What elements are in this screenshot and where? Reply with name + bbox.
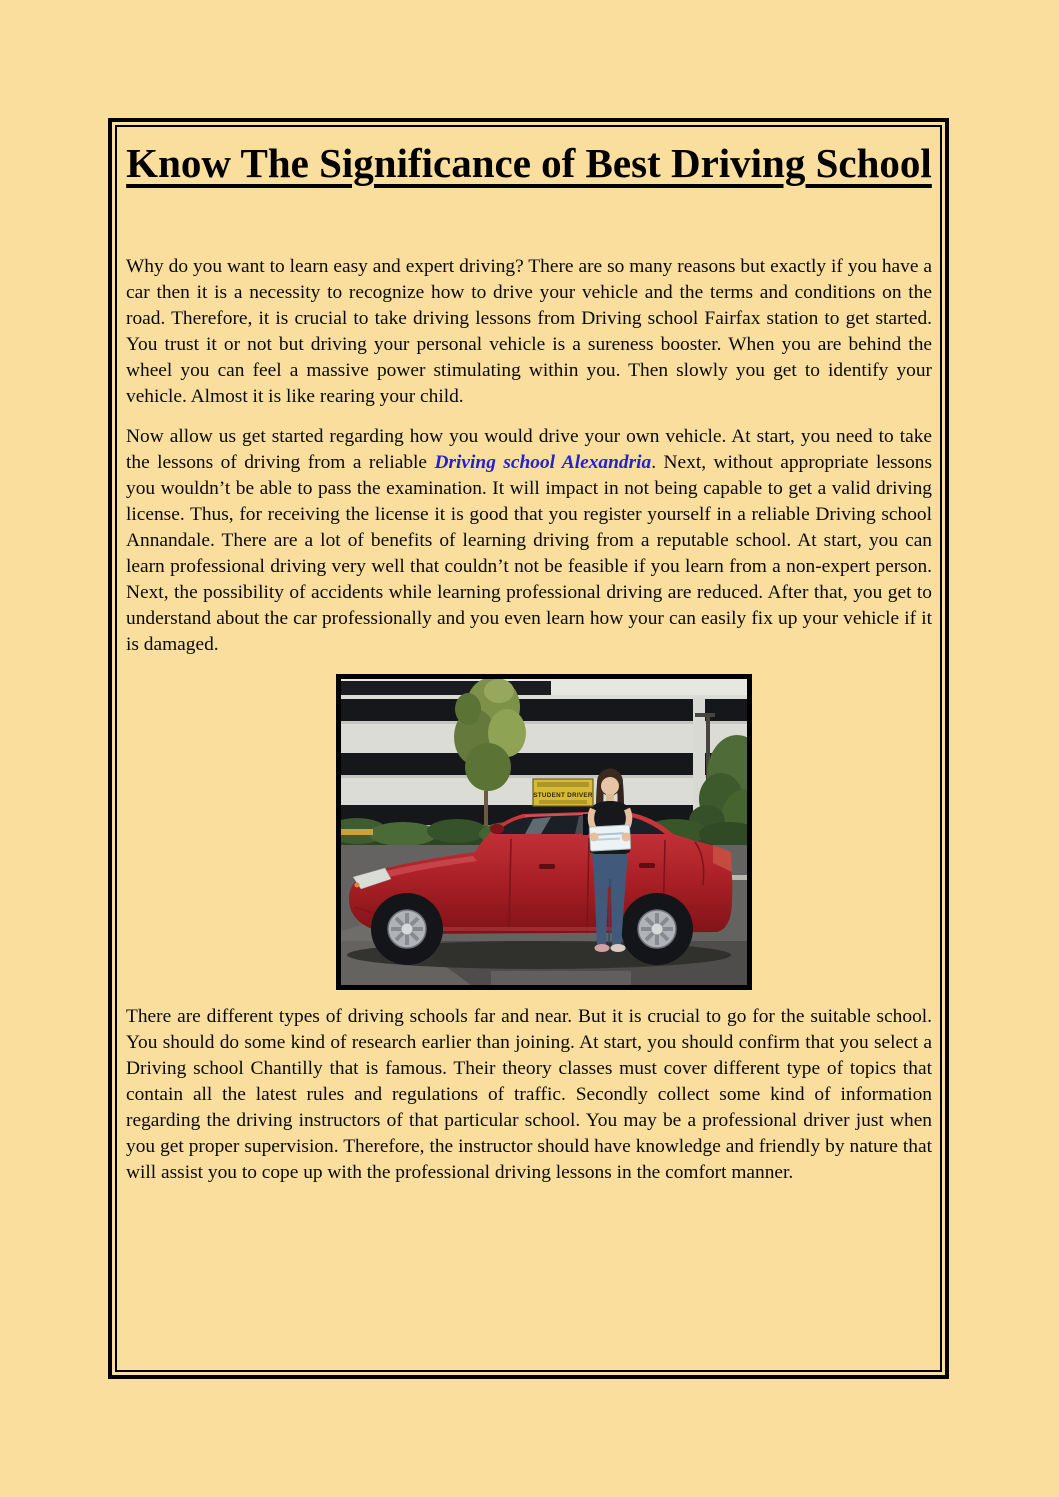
page-border — [108, 118, 949, 1379]
page-title: Know The Significance of Best Driving School — [126, 140, 932, 186]
student-driver-sign — [533, 779, 593, 806]
document-page — [115, 125, 942, 1372]
student-driver-photo — [336, 674, 752, 990]
student-driver-photo-illustration — [341, 679, 747, 985]
paragraph-2-rest: . Next, without appropriate lessons you wouldn’t be able to pass the examination. It will impact in not being capable to get a valid driving license. Thus, for receiving the license it is good that you register yourself in a reliable Driving school Annandale. There are a lot of benefits of learning driving from a reputable school. At start, you can learn professional driving very well that couldn’t not be feasible if you learn from a non-expert person. Next, the possibility of accidents while learning professional driving are reduced. After that, you get to understand about the car professionally and you even learn how your can easily fix up your vehicle if it is damaged. — [126, 452, 932, 655]
rear-wheel — [621, 893, 693, 965]
paragraph-1: Why do you want to learn easy and expert driving? There are so many reasons but exactly if you have a car then it is a necessity to recognize how to drive your vehicle and the terms and conditions on the road. Therefore, it is crucial to take driving lessons from Driving school Fairfax station to get started. You trust it or not but driving your personal vehicle is a sureness booster. When you are behind the wheel you can feel a massive power stimulating within you. Then slowly you get to identify your vehicle. Almost it is like rearing your child. — [126, 256, 932, 407]
front-wheel — [371, 893, 443, 965]
sign-label: STUDENT DRIVER — [533, 792, 593, 799]
paragraph-3: There are different types of driving schools far and near. But it is crucial to go for the suitable school. You should do some kind of research earlier than joining. At start, you should confirm that you select a Driving school Chantilly that is famous. Their theory classes must cover different type of topics that contain all the latest rules and regulations of traffic. Secondly collect some kind of information regarding the driving instructors of that particular school. You may be a professional driver just when you get proper supervision. Therefore, the instructor should have knowledge and friendly by nature that will assist you to cope up with the professional driving lessons in the comfort manner. — [126, 1006, 932, 1183]
driving-school-alexandria-link[interactable]: Driving school Alexandria — [434, 452, 652, 473]
paragraph-2-lead: Now allow us get started regarding how you would drive your own vehicle. At start, you need to take the lessons of driving from a reliable — [126, 426, 932, 473]
paragraph-2 — [126, 424, 932, 658]
